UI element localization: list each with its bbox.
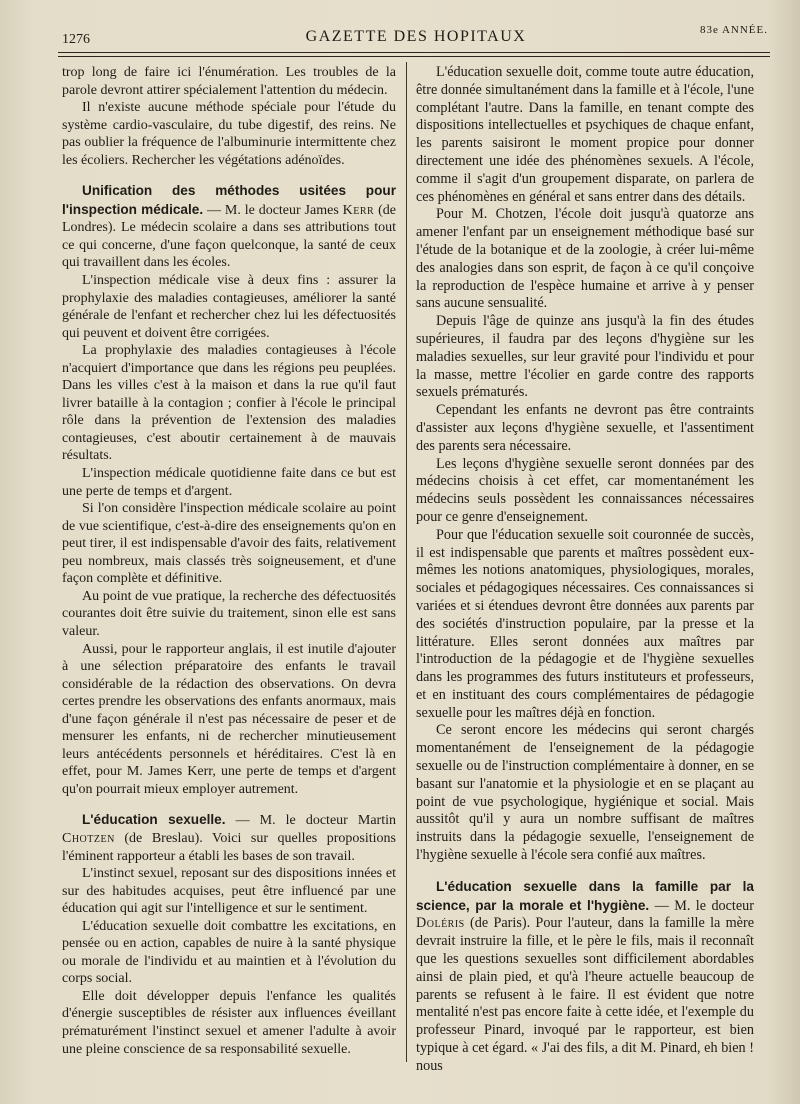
paragraph: L'éducation sexuelle doit, comme toute autre éducation, être donnée simultanément dans la famille et à l'école, l'une complétant l'autre. Dans la famille, en tenant compte des dispositions intellectuelles et psychiques de chaque enfant, les parents saisiront le moment propice pour donner directement une idée des phénomènes sexuels. A l'école, comme il s'agit d'un groupement disparate, on parlera de ces phénomènes en général et sans entrer dans des détails. xyxy=(416,64,754,205)
paragraph: Au point de vue pratique, la recherche des défectuosités courantes doit être suivie du traitement, sinon elle est sans valeur. xyxy=(62,588,396,639)
column-divider xyxy=(406,62,407,1062)
section-text: — M. le docteur James xyxy=(203,202,343,218)
section-doleris xyxy=(416,878,754,1076)
section-text: (de Paris). Pour l'auteur, dans la famille la mère devrait instruire la fille, et le père le fils, mais il reconnaît que les questions sexuelles sont difficilement abordables ainsi de plain pied, et qu'à l'heure actuelle beaucoup de parents se refusent à le faire. Il est évident que notre mentalité n'est pas encore faite à cette idée, et l'exemple du professeur Pinard, invoqué par le rapporteur, est bien typique à cet égard. « J'ai des fils, a dit M. Pinard, eh bien ! nous xyxy=(416,915,754,1074)
paragraph: trop long de faire ici l'énumération. Les troubles de la parole devront attirer spécialement l'attention du médecin. xyxy=(62,65,396,98)
right-column xyxy=(416,64,754,1076)
section-text: — M. le docteur Martin xyxy=(225,813,396,829)
author-name: Chotzen xyxy=(62,830,115,846)
section-text: — M. le docteur xyxy=(649,897,754,914)
paragraph: L'inspection médicale quotidienne faite dans ce but est une perte de temps et d'argent. xyxy=(62,466,396,499)
page-number: 1276 xyxy=(62,32,90,47)
section-text: (de Breslau). Voici sur quelles propositions l'éminent rapporteur a établi les bases de son travail. xyxy=(62,830,396,864)
paragraph: Cependant les enfants ne devront pas être contraints d'assister aux leçons d'hygiène sexuelle, et l'assentiment des parents sera nécessaire. xyxy=(416,402,754,454)
paragraph: Elle doit développer depuis l'enfance les qualités d'énergie susceptibles de résister aux influences éveillant prématurément l'instinct sexuel et amener l'adulte à avoir une pleine conscience de sa responsabilité sexuelle. xyxy=(62,988,396,1057)
section-chotzen xyxy=(62,811,396,865)
paragraph: L'éducation sexuelle doit combattre les excitations, en pensée ou en action, capables de nuire à la santé physique ou morale de l'individu et au maintien et à l'évolution du corps social. xyxy=(62,918,396,987)
paragraph: Pour que l'éducation sexuelle soit couronnée de succès, il est indispensable que parents et maîtres possèdent eux-mêmes les notions anatomiques, physiologiques, morales, sociales et pédagogiques nécessaires. Ces connaissances si variées et si étendues devront être données aux parents par des sociétés d'instruction populaire, par la presse et la littérature. Elles seront données aux maîtres par l'introduction de la pédagogie et de l'hygiène sexuelles dans les programmes des futurs instituteurs et professeurs, et en instituant des cours complémentaires de pédagogie sexuelle pour les maîtres déjà en fonction. xyxy=(416,526,754,721)
section-kerr xyxy=(62,182,396,272)
section-heading: L'éducation sexuelle. xyxy=(82,812,226,828)
header-rule-thin xyxy=(58,56,770,57)
page-header xyxy=(60,22,772,48)
paragraph: L'inspection médicale vise à deux fins : assurer la prophylaxie des maladies contagieuses, améliorer la santé générale de l'enfant et rechercher chez lui les défectuosités qui peuvent et doivent être corrigées. xyxy=(62,273,396,341)
section-heading: L'éducation sexuelle dans la famille par la science, par la morale et l'hygiène. xyxy=(416,878,754,913)
paragraph: Il n'existe aucune méthode spéciale pour l'étude du système cardio-vasculaire, du tube digestif, des reins. Ne pas oublier la fréquence de l'albuminurie intermittente chez les écoliers. Rechercher les végétations adénoïdes. xyxy=(62,100,396,168)
paragraph: Si l'on considère l'inspection médicale scolaire au point de vue scientifique, c'est-à-dire des enseignements qu'on en peut tirer, il est indispensable d'avoir des faits, relativement peu nombreux, mais classés très soigneusement, et d'une façon complète et définitive. xyxy=(62,501,396,587)
left-column xyxy=(62,64,396,1058)
author-name: Doléris xyxy=(416,915,465,932)
section-heading: Unification des méthodes usitées pour l'inspection médicale. xyxy=(62,183,396,217)
author-name: Kerr xyxy=(342,202,375,218)
journal-title: GAZETTE DES HOPITAUX xyxy=(305,28,527,45)
year-label: 83e ANNÉE. xyxy=(699,24,768,36)
paragraph: Ce seront encore les médecins qui seront chargés momentanément de l'enseignement de la pédagogie sexuelle ou de l'instruction complémentaire à donner, en se basant sur l'anatomie et la physiologie et en se plaçant au point de vue psychologique, hygiénique et social. Mais aussitôt qu'il y aura un nombre suffisant de maîtres instruits dans la pédagogie sexuelle, l'enseignement de l'hygiène sexuelle à l'école sera confié aux maîtres. xyxy=(416,722,754,864)
paragraph: Les leçons d'hygiène sexuelle seront données par des médecins choisis à cet effet, car momentanément les médecins seuls possèdent les connaissances nécessaires pour ce genre d'enseignement. xyxy=(416,455,754,525)
section-text: (de Londres). Le médecin scolaire a dans ses attributions tout ce qui concerne, d'une façon quelconque, la santé de ceux qui travaillent dans les écoles. xyxy=(62,202,396,271)
paragraph: Depuis l'âge de quinze ans jusqu'à la fin des études supérieures, il faudra par des leçons d'hygiène sur les maladies sexuelles, sur leur gravité pour l'individu et pour la masse, mettre l'écolier en garde contre des rapports sexuels prématurés. xyxy=(416,313,754,401)
paragraph: Pour M. Chotzen, l'école doit jusqu'à quatorze ans amener l'enfant par un enseignement méthodique basé sur l'étude de la botanique et de la zoologie, à créer lui-même des analogies dans son esprit, de façon à ce qu'il conçoive la reproduction de l'espèce humaine et arrive à y penser sans aucune sensualité. xyxy=(416,206,754,312)
paragraph: La prophylaxie des maladies contagieuses à l'école n'acquiert d'importance que dans les régions peu peuplées. Dans les villes c'est à la maison et dans la rue qu'il faut livrer bataille à la contagion ; confier à l'école le principal rôle dans la prévention de l'extension des maladies contagieuses, c'est aboutir certainement à de mauvais résultats. xyxy=(62,343,396,464)
paragraph: L'instinct sexuel, reposant sur des dispositions innées et sur des habitudes acquises, peut être influencé par une éducation qui agit sur l'intelligence et sur le sentiment. xyxy=(62,866,396,917)
header-rule xyxy=(58,52,770,53)
paragraph: Aussi, pour le rapporteur anglais, il est inutile d'ajouter à une sélection préparatoire des enfants le travail considérable de la rédaction des observations. On devra certes prendre les observations des enfants anormaux, mais d'une façon générale il n'est pas nécessaire de peser et de mensurer les enfants, ni de rechercher minutieusement leurs antécédents personnels et héréditaires. C'est là en effet, pour M. James Kerr, une perte de temps et d'argent qu'on pourrait mieux employer autrement. xyxy=(62,641,396,797)
